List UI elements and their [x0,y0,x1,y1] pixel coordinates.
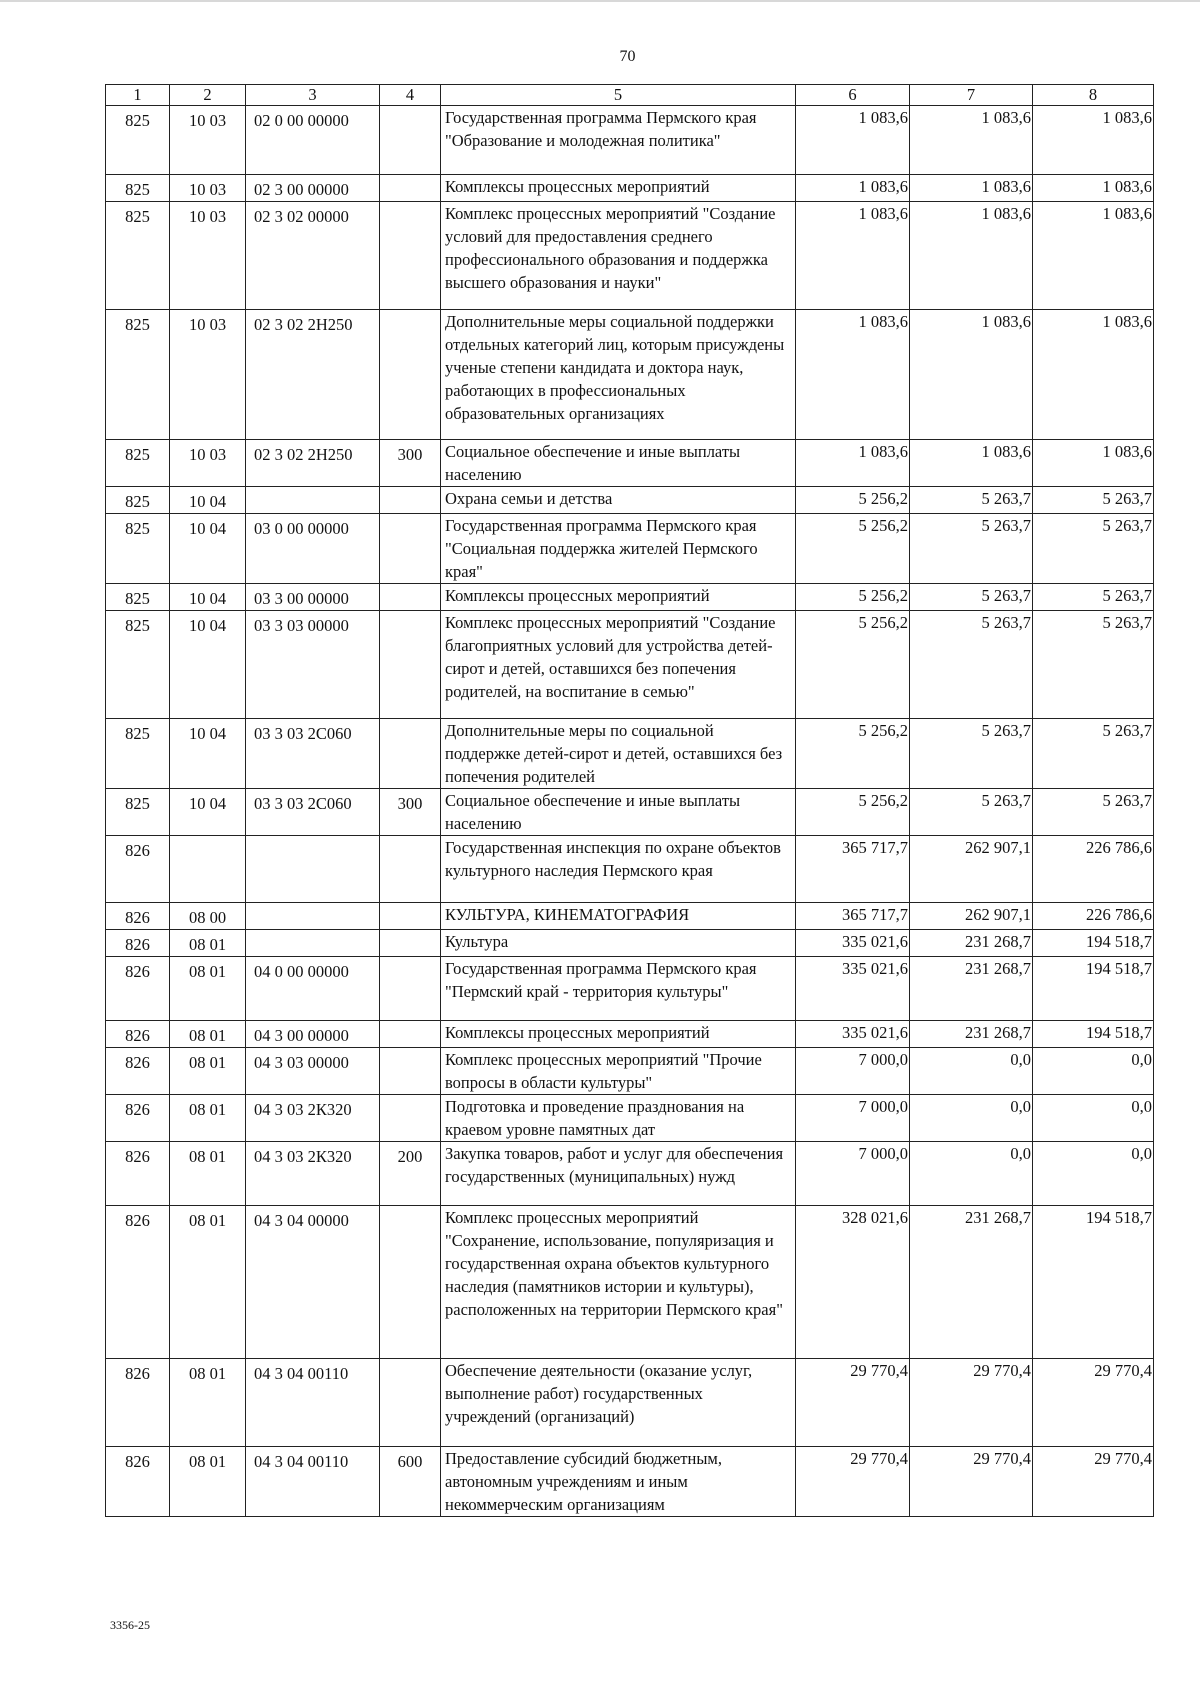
cell-target-article [246,930,380,957]
cell-admin-code: 825 [106,202,170,310]
table-row [106,789,1154,836]
cell-item-name: Охрана семьи и детства [441,487,796,514]
cell-admin-code: 825 [106,106,170,175]
cell-amount-col-8: 194 518,7 [1033,930,1154,957]
header-col-3: 3 [246,85,380,106]
cell-expense-type [380,1021,441,1048]
cell-amount-col-7: 231 268,7 [910,1021,1033,1048]
cell-amount-col-7: 231 268,7 [910,957,1033,1021]
cell-expense-type [380,1206,441,1359]
cell-amount-col-6: 29 770,4 [796,1359,910,1447]
table-row [106,1095,1154,1142]
cell-amount-col-7: 1 083,6 [910,310,1033,440]
cell-expense-type [380,957,441,1021]
header-col-8: 8 [1033,85,1154,106]
cell-section-code: 10 03 [170,440,246,487]
cell-amount-col-6: 7 000,0 [796,1142,910,1206]
cell-admin-code: 825 [106,611,170,719]
table-row [106,903,1154,930]
cell-amount-col-7: 0,0 [910,1095,1033,1142]
cell-section-code [170,836,246,903]
cell-section-code: 08 01 [170,1359,246,1447]
cell-amount-col-6: 335 021,6 [796,1021,910,1048]
cell-admin-code: 825 [106,487,170,514]
cell-amount-col-7: 0,0 [910,1142,1033,1206]
cell-amount-col-6: 1 083,6 [796,310,910,440]
cell-amount-col-6: 7 000,0 [796,1095,910,1142]
cell-target-article [246,903,380,930]
cell-item-name: Комплексы процессных мероприятий [441,1021,796,1048]
cell-target-article: 04 3 03 2К320 [246,1142,380,1206]
cell-amount-col-8: 5 263,7 [1033,789,1154,836]
header-col-7: 7 [910,85,1033,106]
header-col-6: 6 [796,85,910,106]
cell-amount-col-6: 5 256,2 [796,789,910,836]
cell-expense-type [380,514,441,584]
cell-admin-code: 825 [106,310,170,440]
cell-target-article: 04 0 00 00000 [246,957,380,1021]
cell-target-article [246,836,380,903]
cell-expense-type [380,584,441,611]
cell-amount-col-6: 365 717,7 [796,836,910,903]
cell-amount-col-6: 1 083,6 [796,106,910,175]
table-row [106,514,1154,584]
cell-admin-code: 826 [106,836,170,903]
cell-amount-col-8: 0,0 [1033,1048,1154,1095]
cell-section-code: 08 01 [170,1048,246,1095]
cell-item-name: Государственная программа Пермского края "Пермский край - территория культуры" [441,957,796,1021]
cell-amount-col-6: 5 256,2 [796,514,910,584]
cell-expense-type [380,310,441,440]
cell-target-article: 03 3 03 00000 [246,611,380,719]
cell-amount-col-8: 1 083,6 [1033,202,1154,310]
header-col-5: 5 [441,85,796,106]
cell-amount-col-7: 1 083,6 [910,175,1033,202]
cell-target-article: 04 3 03 2К320 [246,1095,380,1142]
cell-expense-type: 300 [380,789,441,836]
cell-amount-col-6: 5 256,2 [796,584,910,611]
cell-amount-col-7: 262 907,1 [910,903,1033,930]
cell-amount-col-6: 1 083,6 [796,175,910,202]
cell-amount-col-7: 5 263,7 [910,487,1033,514]
cell-item-name: Дополнительные меры по социальной поддержке детей-сирот и детей, оставшихся без попечения родителей [441,719,796,789]
cell-admin-code: 826 [106,1095,170,1142]
cell-amount-col-8: 1 083,6 [1033,440,1154,487]
cell-amount-col-6: 335 021,6 [796,930,910,957]
header-col-1: 1 [106,85,170,106]
cell-item-name: Комплексы процессных мероприятий [441,175,796,202]
cell-target-article: 02 3 02 00000 [246,202,380,310]
cell-expense-type [380,719,441,789]
cell-target-article: 04 3 00 00000 [246,1021,380,1048]
cell-target-article: 02 3 00 00000 [246,175,380,202]
cell-amount-col-8: 1 083,6 [1033,310,1154,440]
cell-amount-col-7: 5 263,7 [910,584,1033,611]
cell-admin-code: 826 [106,1142,170,1206]
table-row [106,1359,1154,1447]
table-row [106,310,1154,440]
document-code: 3356-25 [110,1618,150,1632]
page-number: 70 [619,48,636,65]
cell-expense-type [380,930,441,957]
table-row [106,440,1154,487]
cell-amount-col-8: 194 518,7 [1033,1206,1154,1359]
cell-amount-col-7: 231 268,7 [910,930,1033,957]
cell-amount-col-8: 5 263,7 [1033,487,1154,514]
cell-expense-type [380,903,441,930]
cell-item-name: Обеспечение деятельности (оказание услуг, выполнение работ) государственных учреждений (организаций) [441,1359,796,1447]
cell-target-article: 03 3 00 00000 [246,584,380,611]
table-row [106,106,1154,175]
cell-amount-col-7: 29 770,4 [910,1359,1033,1447]
cell-target-article: 04 3 03 00000 [246,1048,380,1095]
cell-amount-col-8: 194 518,7 [1033,957,1154,1021]
cell-section-code: 10 04 [170,611,246,719]
table-row [106,1048,1154,1095]
cell-amount-col-7: 5 263,7 [910,514,1033,584]
cell-admin-code: 826 [106,957,170,1021]
cell-item-name: Культура [441,930,796,957]
cell-section-code: 10 04 [170,584,246,611]
cell-amount-col-7: 0,0 [910,1048,1033,1095]
cell-admin-code: 825 [106,175,170,202]
cell-item-name: Государственная программа Пермского края "Образование и молодежная политика" [441,106,796,175]
cell-admin-code: 825 [106,789,170,836]
cell-amount-col-8: 226 786,6 [1033,903,1154,930]
cell-amount-col-8: 5 263,7 [1033,584,1154,611]
cell-amount-col-7: 262 907,1 [910,836,1033,903]
cell-item-name: Предоставление субсидий бюджетным, автономным учреждениям и иным некоммерческим организациям [441,1447,796,1517]
table-body [106,106,1154,1517]
cell-amount-col-6: 335 021,6 [796,957,910,1021]
cell-amount-col-6: 5 256,2 [796,719,910,789]
table-row [106,584,1154,611]
table-row [106,930,1154,957]
cell-admin-code: 826 [106,1447,170,1517]
cell-expense-type [380,1048,441,1095]
cell-section-code: 10 04 [170,487,246,514]
cell-amount-col-6: 5 256,2 [796,487,910,514]
cell-amount-col-8: 226 786,6 [1033,836,1154,903]
header-col-4: 4 [380,85,441,106]
cell-item-name: Социальное обеспечение и иные выплаты населению [441,789,796,836]
cell-expense-type: 200 [380,1142,441,1206]
cell-item-name: Социальное обеспечение и иные выплаты населению [441,440,796,487]
cell-admin-code: 825 [106,719,170,789]
cell-item-name: Подготовка и проведение празднования на краевом уровне памятных дат [441,1095,796,1142]
cell-target-article: 03 3 03 2С060 [246,789,380,836]
budget-table [105,84,1154,1517]
cell-amount-col-7: 5 263,7 [910,789,1033,836]
cell-amount-col-6: 1 083,6 [796,202,910,310]
cell-amount-col-7: 29 770,4 [910,1447,1033,1517]
cell-amount-col-6: 5 256,2 [796,611,910,719]
table-row [106,836,1154,903]
cell-expense-type [380,1359,441,1447]
cell-expense-type [380,611,441,719]
cell-item-name: Комплекс процессных мероприятий "Создание благоприятных условий для устройства детей-сирот и детей, оставшихся без попечения родителей, на воспитание в семью" [441,611,796,719]
cell-amount-col-8: 29 770,4 [1033,1447,1154,1517]
cell-section-code: 10 03 [170,175,246,202]
cell-amount-col-7: 1 083,6 [910,106,1033,175]
cell-section-code: 08 01 [170,1206,246,1359]
cell-expense-type [380,836,441,903]
cell-amount-col-8: 194 518,7 [1033,1021,1154,1048]
cell-section-code: 10 04 [170,514,246,584]
table-row [106,957,1154,1021]
cell-admin-code: 826 [106,930,170,957]
cell-amount-col-8: 5 263,7 [1033,719,1154,789]
cell-item-name: Закупка товаров, работ и услуг для обеспечения государственных (муниципальных) нужд [441,1142,796,1206]
cell-admin-code: 825 [106,514,170,584]
cell-admin-code: 826 [106,903,170,930]
cell-amount-col-7: 1 083,6 [910,440,1033,487]
cell-item-name: КУЛЬТУРА, КИНЕМАТОГРАФИЯ [441,903,796,930]
cell-target-article: 02 3 02 2Н250 [246,310,380,440]
table-row [106,611,1154,719]
cell-amount-col-8: 5 263,7 [1033,611,1154,719]
cell-item-name: Комплексы процессных мероприятий [441,584,796,611]
cell-item-name: Государственная программа Пермского края "Социальная поддержка жителей Пермского края" [441,514,796,584]
cell-expense-type [380,106,441,175]
cell-admin-code: 826 [106,1021,170,1048]
cell-amount-col-7: 5 263,7 [910,611,1033,719]
cell-amount-col-8: 1 083,6 [1033,106,1154,175]
cell-amount-col-6: 29 770,4 [796,1447,910,1517]
cell-section-code: 08 01 [170,957,246,1021]
cell-target-article [246,487,380,514]
cell-amount-col-8: 1 083,6 [1033,175,1154,202]
table-row [106,487,1154,514]
cell-expense-type [380,202,441,310]
cell-section-code: 08 01 [170,1095,246,1142]
cell-target-article: 02 3 02 2Н250 [246,440,380,487]
cell-admin-code: 826 [106,1048,170,1095]
cell-amount-col-8: 5 263,7 [1033,514,1154,584]
cell-section-code: 10 03 [170,202,246,310]
cell-expense-type: 300 [380,440,441,487]
table-row [106,719,1154,789]
cell-amount-col-7: 1 083,6 [910,202,1033,310]
cell-section-code: 10 04 [170,719,246,789]
cell-admin-code: 826 [106,1206,170,1359]
cell-section-code: 10 04 [170,789,246,836]
cell-amount-col-7: 5 263,7 [910,719,1033,789]
cell-amount-col-6: 1 083,6 [796,440,910,487]
cell-target-article: 03 3 03 2С060 [246,719,380,789]
cell-section-code: 08 00 [170,903,246,930]
cell-amount-col-6: 328 021,6 [796,1206,910,1359]
cell-admin-code: 825 [106,584,170,611]
cell-expense-type [380,175,441,202]
table-row [106,1021,1154,1048]
table-row [106,1447,1154,1517]
cell-target-article: 04 3 04 00110 [246,1447,380,1517]
cell-expense-type: 600 [380,1447,441,1517]
cell-amount-col-8: 0,0 [1033,1095,1154,1142]
cell-item-name: Дополнительные меры социальной поддержки отдельных категорий лиц, которым присуждены ученые степени кандидата и доктора наук, работающих в профессиональных образовательных организациях [441,310,796,440]
table-row [106,1142,1154,1206]
cell-target-article: 02 0 00 00000 [246,106,380,175]
header-col-2: 2 [170,85,246,106]
cell-section-code: 08 01 [170,1447,246,1517]
cell-amount-col-6: 7 000,0 [796,1048,910,1095]
table-row [106,1206,1154,1359]
cell-amount-col-8: 0,0 [1033,1142,1154,1206]
table-row [106,175,1154,202]
cell-target-article: 04 3 04 00110 [246,1359,380,1447]
scan-edge [0,0,1200,2]
cell-expense-type [380,1095,441,1142]
cell-expense-type [380,487,441,514]
cell-amount-col-8: 29 770,4 [1033,1359,1154,1447]
cell-admin-code: 825 [106,440,170,487]
header-row [106,85,1154,106]
cell-section-code: 10 03 [170,106,246,175]
cell-amount-col-6: 365 717,7 [796,903,910,930]
cell-section-code: 08 01 [170,1142,246,1206]
cell-section-code: 08 01 [170,1021,246,1048]
cell-section-code: 10 03 [170,310,246,440]
cell-item-name: Государственная инспекция по охране объектов культурного наследия Пермского края [441,836,796,903]
cell-amount-col-7: 231 268,7 [910,1206,1033,1359]
cell-item-name: Комплекс процессных мероприятий "Прочие вопросы в области культуры" [441,1048,796,1095]
cell-target-article: 04 3 04 00000 [246,1206,380,1359]
cell-admin-code: 826 [106,1359,170,1447]
cell-item-name: Комплекс процессных мероприятий "Создание условий для предоставления среднего профессионального образования и поддержка высшего образования и науки" [441,202,796,310]
cell-section-code: 08 01 [170,930,246,957]
cell-target-article: 03 0 00 00000 [246,514,380,584]
table-row [106,202,1154,310]
cell-item-name: Комплекс процессных мероприятий "Сохранение, использование, популяризация и государственная охрана объектов культурного наследия (памятников истории и культуры), расположенных на территории Пермского края" [441,1206,796,1359]
